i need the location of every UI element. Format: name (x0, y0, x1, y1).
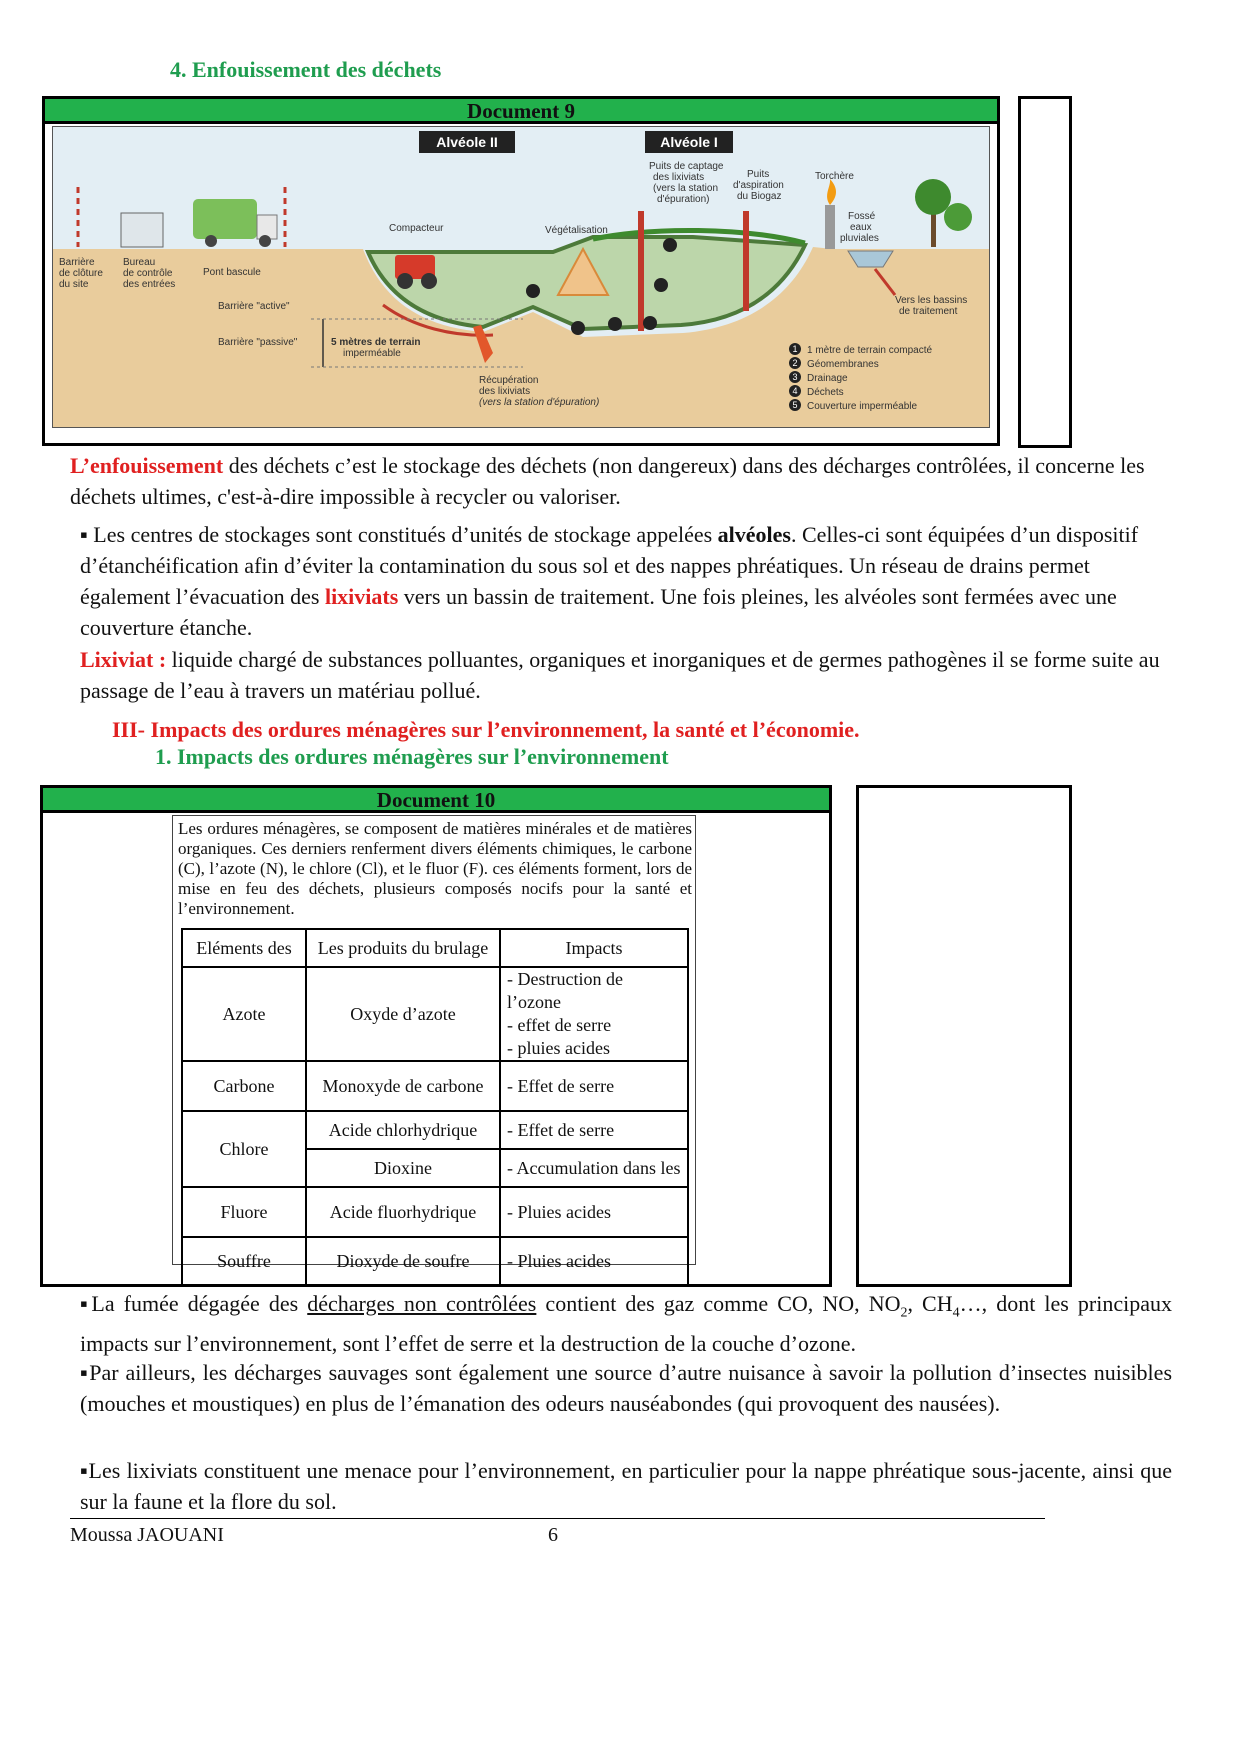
paragraph-alveoles (80, 519, 1170, 643)
legend-num-5: 5 (792, 400, 798, 410)
bullet-1-part-b: contient des gaz comme CO, NO, NO (536, 1291, 901, 1316)
landfill-schema-svg (53, 127, 989, 427)
basin-label-1: Vers les bassins (895, 295, 968, 306)
cell-impacts-souffre: - Pluies acides (500, 1237, 688, 1285)
header-impacts: Impacts (500, 929, 688, 967)
biogas-well-label-2: d'aspiration (733, 180, 784, 191)
compactor-wheel-2 (421, 273, 437, 289)
table-row-carbone (182, 1061, 688, 1111)
vegetation-label: Végétalisation (545, 225, 608, 236)
office-label-1: Bureau (123, 257, 156, 268)
bullet-lixiviats (80, 1455, 1172, 1517)
term-lixiviat: Lixiviat : (80, 647, 167, 672)
active-barrier-label: Barrière "active" (218, 301, 290, 312)
document-10-content (172, 815, 696, 1271)
cell-element-carbone: Carbone (182, 1061, 306, 1111)
cell-impacts-carbone: - Effet de serre (500, 1061, 688, 1111)
paragraph-2-part-e: vers un bassin de traitement. Une fois pleines, les alvéoles sont fermées avec une couverture étanche. (80, 584, 1117, 640)
fence-label-1: Barrière (59, 257, 95, 268)
cell-product-chlore-2: Dioxine (306, 1149, 500, 1187)
tree-crown-2 (944, 203, 972, 231)
subscript-no2: 2 (900, 1305, 908, 1321)
flare-stack (825, 205, 835, 249)
flare-label: Torchère (815, 171, 854, 182)
bullet-decharges-sauvages (80, 1357, 1172, 1419)
cell-impacts-fluore: - Pluies acides (500, 1187, 688, 1237)
impact-azote-1: - Destruction de l’ozone (507, 969, 623, 1012)
biogas-well (743, 211, 749, 311)
marker-5 (663, 238, 677, 252)
flare-flame (827, 179, 836, 205)
leachate-well-label-4: d'épuration) (657, 194, 710, 205)
leachate-well-label-1: Puits de captage (649, 161, 724, 172)
paragraph-1-text: des déchets c’est le stockage des déchets (non dangereux) dans des décharges contrôlées, il concerne les déchets ultimes, c'est-à-dire impossible à recycler ou valoriser. (70, 453, 1145, 509)
legend-num-4: 4 (792, 386, 798, 396)
cell-impacts-chlore-1: - Effet de serre (500, 1111, 688, 1149)
burning-impacts-table (181, 928, 689, 1286)
cell-product-souffre: Dioxyde de soufre (306, 1237, 500, 1285)
cell-element-souffre: Souffre (182, 1237, 306, 1285)
bullet-1-part-d: …, dont les principaux impacts sur l’environnement, sont l’effet de serre et la destruction de la couche d’ozone. (80, 1291, 1172, 1357)
paragraph-3-text: liquide chargé de substances polluantes, organiques et inorganiques et de germes pathogènes il se forme suite au passage de l’eau à travers un matériau pollué. (80, 647, 1160, 703)
compactor-label: Compacteur (389, 223, 444, 234)
term-enfouissement: L’enfouissement (70, 453, 224, 478)
impact-azote-2: - effet de serre (507, 1015, 612, 1035)
marker-4b (654, 278, 668, 292)
biogas-well-label-3: du Biogaz (737, 191, 782, 202)
term-lixiviats: lixiviats (324, 584, 399, 609)
footer-rule (70, 1518, 1045, 1519)
paragraph-enfouissement (70, 450, 1170, 512)
ditch-label-2: eaux (850, 222, 872, 233)
ditch-label-3: pluviales (840, 233, 879, 244)
cell-element-azote: Azote (182, 967, 306, 1061)
recovery-label-3: (vers la station d'épuration) (479, 397, 600, 408)
depth-label-1: 5 mètres de terrain (331, 337, 421, 348)
leachate-well-label-2: des lixiviats (653, 172, 705, 183)
truck-wheel-2 (259, 235, 271, 247)
marker-4a (526, 284, 540, 298)
cell-product-azote: Oxyde d’azote (306, 967, 500, 1061)
leachate-well (638, 211, 644, 331)
paragraph-2-part-a: ▪ Les centres de stockages sont constitués d’unités de stockage appelées (80, 522, 718, 547)
recovery-label-1: Récupération (479, 375, 539, 386)
office-building (121, 213, 163, 247)
compactor-wheel-1 (397, 273, 413, 289)
section-3-title: III- Impacts des ordures ménagères sur l’environnement, la santé et l’économie. (112, 717, 860, 742)
legend-text-3: Drainage (807, 373, 848, 384)
landfill-schema (52, 126, 990, 428)
bullet-2-text: ▪Par ailleurs, les décharges sauvages sont également une source d’autre nuisance à savoir la pollution d’insectes nuisibles (mouches et moustiques) en plus de l’émanation des odeurs nauséabondes (qui provoquent des nausées). (80, 1360, 1172, 1416)
fence-label-3: du site (59, 279, 89, 290)
table-row-fluore (182, 1187, 688, 1237)
document-9-title: Document 9 (42, 96, 1000, 124)
alveole-2-label: Alvéole II (436, 134, 498, 150)
office-label-3: des entrées (123, 279, 176, 290)
cell-impacts-azote (500, 967, 688, 1061)
page-number: 6 (548, 1524, 558, 1546)
biogas-well-label-1: Puits (747, 169, 770, 180)
leachate-well-label-3: (vers la station (653, 183, 719, 194)
footer-author: Moussa JAOUANI (70, 1524, 224, 1546)
recovery-label-2: des lixiviats (479, 386, 531, 397)
truck-wheel-1 (205, 235, 217, 247)
cell-product-chlore-1: Acide chlorhydrique (306, 1111, 500, 1149)
header-products: Les produits du brulage (306, 929, 500, 967)
bullet-1-part-c: , CH (907, 1291, 953, 1316)
header-elements: Eléments des (182, 929, 306, 967)
depth-label-2: imperméable (343, 348, 401, 359)
bullet-1-underlined: décharges non contrôlées (307, 1291, 537, 1316)
cell-element-chlore: Chlore (182, 1111, 306, 1187)
office-label-2: de contrôle (123, 268, 173, 279)
section-4-title: 4. Enfouissement des déchets (170, 57, 442, 82)
legend-num-3: 3 (792, 372, 798, 382)
marker-1 (571, 321, 585, 335)
impact-azote-3: - pluies acides (507, 1038, 610, 1058)
paragraph-2-part-c: . Celles-ci sont équipées d’un dispositif d’étanchéification afin d’éviter la contamination du sous sol et des nappes phréatiques. Un réseau de drains permet également l’évacuation des (80, 522, 1139, 609)
bullet-fumee (80, 1288, 1172, 1359)
cell-product-carbone: Monoxyde de carbone (306, 1061, 500, 1111)
legend-num-2: 2 (792, 358, 798, 368)
side-answer-box-2 (856, 785, 1072, 1287)
scale-label: Pont bascule (203, 267, 261, 278)
marker-2 (608, 317, 622, 331)
document-10-title: Document 10 (40, 785, 832, 813)
table-row-chlore-1 (182, 1111, 688, 1149)
cell-element-fluore: Fluore (182, 1187, 306, 1237)
section-3-1-title: 1. Impacts des ordures ménagères sur l’environnement (155, 744, 669, 769)
marker-3 (643, 316, 657, 330)
bullet-3-text: ▪Les lixiviats constituent une menace pour l’environnement, en particulier pour la nappe phréatique sous-jacente, ainsi que sur la faune et la flore du sol. (80, 1458, 1172, 1514)
basin-label-2: de traitement (899, 306, 958, 317)
legend-text-2: Géomembranes (807, 359, 879, 370)
subscript-ch4: 4 (952, 1305, 960, 1321)
cell-product-fluore: Acide fluorhydrique (306, 1187, 500, 1237)
paragraph-lixiviat-definition (80, 644, 1170, 706)
tree-crown-1 (915, 179, 951, 215)
side-answer-box-1 (1018, 96, 1072, 448)
legend-text-5: Couverture imperméable (807, 401, 918, 412)
legend-text-1: 1 mètre de terrain compacté (807, 345, 933, 356)
document-10-intro: Les ordures ménagères, se composent de matières minérales et de matières organiques. Ces derniers renferment divers éléments chimiques, le carbone (C), l’azote (N), le chlore (Cl), et le fluor (F). ces éléments forment, lors de mise en feu des déchets, plusieurs composés nocifs pour la santé et l’environnement. (178, 819, 692, 918)
cell-impacts-chlore-2: - Accumulation dans les (500, 1149, 688, 1187)
fence-label-2: de clôture (59, 268, 103, 279)
table-row-azote (182, 967, 688, 1061)
ditch-label-1: Fossé (848, 211, 876, 222)
legend-text-4: Déchets (807, 387, 844, 398)
garbage-truck (193, 199, 257, 239)
term-alveoles: alvéoles (717, 522, 791, 547)
passive-barrier-label: Barrière "passive" (218, 337, 298, 348)
bullet-1-part-a: ▪La fumée dégagée des (80, 1291, 308, 1316)
legend-num-1: 1 (792, 344, 798, 354)
table-row-souffre (182, 1237, 688, 1285)
alveole-1-label: Alvéole I (660, 134, 718, 150)
table-header-row (182, 929, 688, 967)
